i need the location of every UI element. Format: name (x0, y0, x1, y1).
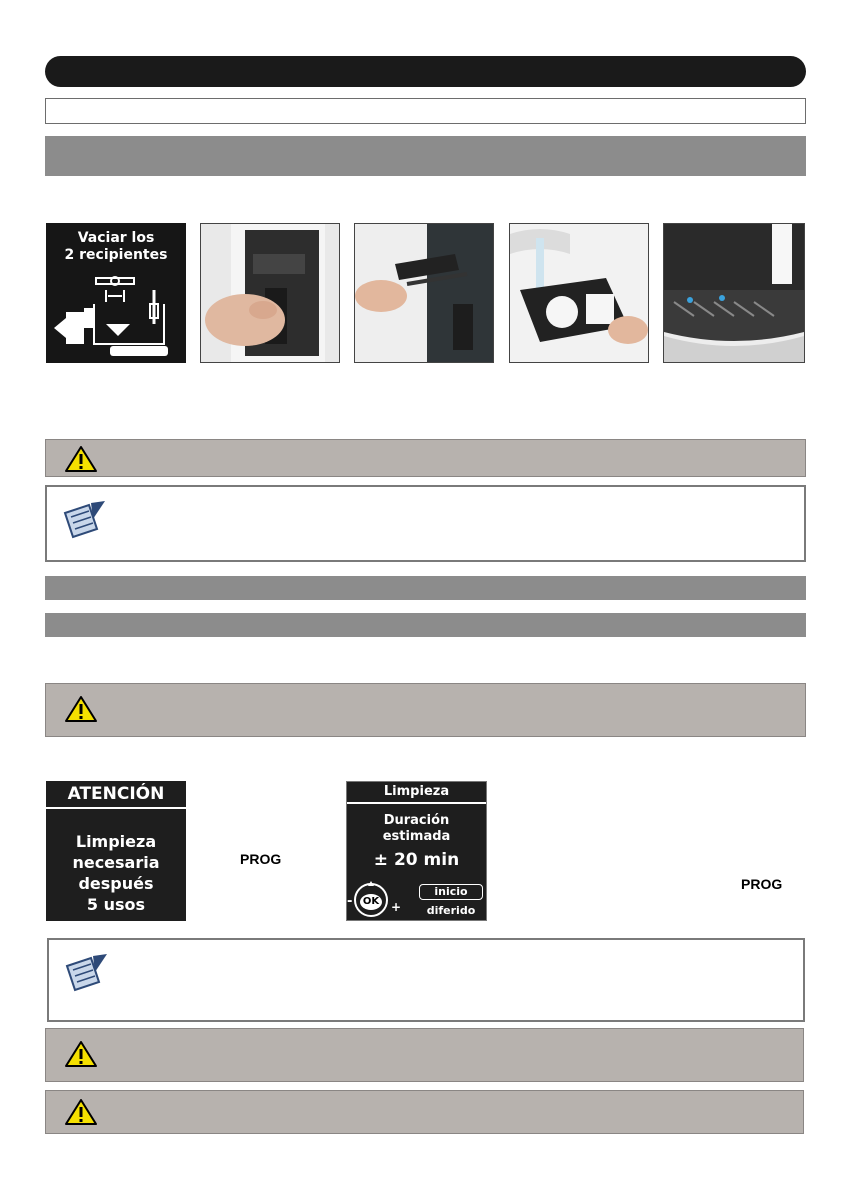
warning-bar (45, 1028, 804, 1082)
note-pencil-icon (61, 501, 107, 541)
prog-button-label: PROG (741, 876, 783, 892)
subsection-band (45, 613, 806, 637)
screen-line-2: estimada (382, 829, 451, 844)
subsection-bar (45, 98, 806, 124)
section-header-bar (45, 56, 806, 87)
heading-band (45, 136, 806, 176)
ok-label: OK (362, 896, 380, 907)
screen-line-1: Vaciar los (77, 230, 155, 246)
option-start: inicio (419, 884, 483, 900)
containers-diagram-icon (46, 264, 184, 358)
screen-value: ± 20 min (373, 850, 460, 870)
screen-line: necesaria (72, 853, 160, 872)
screen-line-1: Duración (383, 813, 450, 828)
ok-dial (351, 880, 391, 920)
option-delayed: diferido (426, 904, 476, 917)
warning-bar (45, 683, 806, 737)
screen-line: 5 usos (86, 895, 146, 914)
warning-bar (45, 439, 806, 477)
screen-title: Limpieza (347, 782, 486, 804)
photo-rinse-container (509, 223, 649, 363)
display-screen-cleaning-required (46, 781, 186, 921)
warning-triangle-icon (64, 445, 98, 473)
plus-label: + (391, 900, 402, 914)
warning-triangle-icon (64, 695, 98, 723)
prog-button-label: PROG (240, 851, 282, 867)
section-band (45, 576, 806, 600)
minus-label: - (347, 894, 353, 909)
photo-remove-container (200, 223, 340, 363)
screen-line-2: 2 recipientes (64, 247, 168, 263)
photo-drip-tray (663, 223, 805, 363)
photo-open-container (354, 223, 494, 363)
display-screen-cleaning (346, 781, 487, 921)
warning-triangle-icon (64, 1040, 98, 1068)
screen-line: Limpieza (75, 832, 157, 851)
screen-title: ATENCIÓN (46, 781, 186, 809)
warning-triangle-icon (64, 1098, 98, 1126)
screen-line: después (78, 874, 154, 893)
note-pencil-icon (63, 954, 109, 994)
note-box (47, 938, 805, 1022)
display-screen-empty-containers (46, 223, 186, 363)
warning-bar (45, 1090, 804, 1134)
note-box (45, 485, 806, 562)
